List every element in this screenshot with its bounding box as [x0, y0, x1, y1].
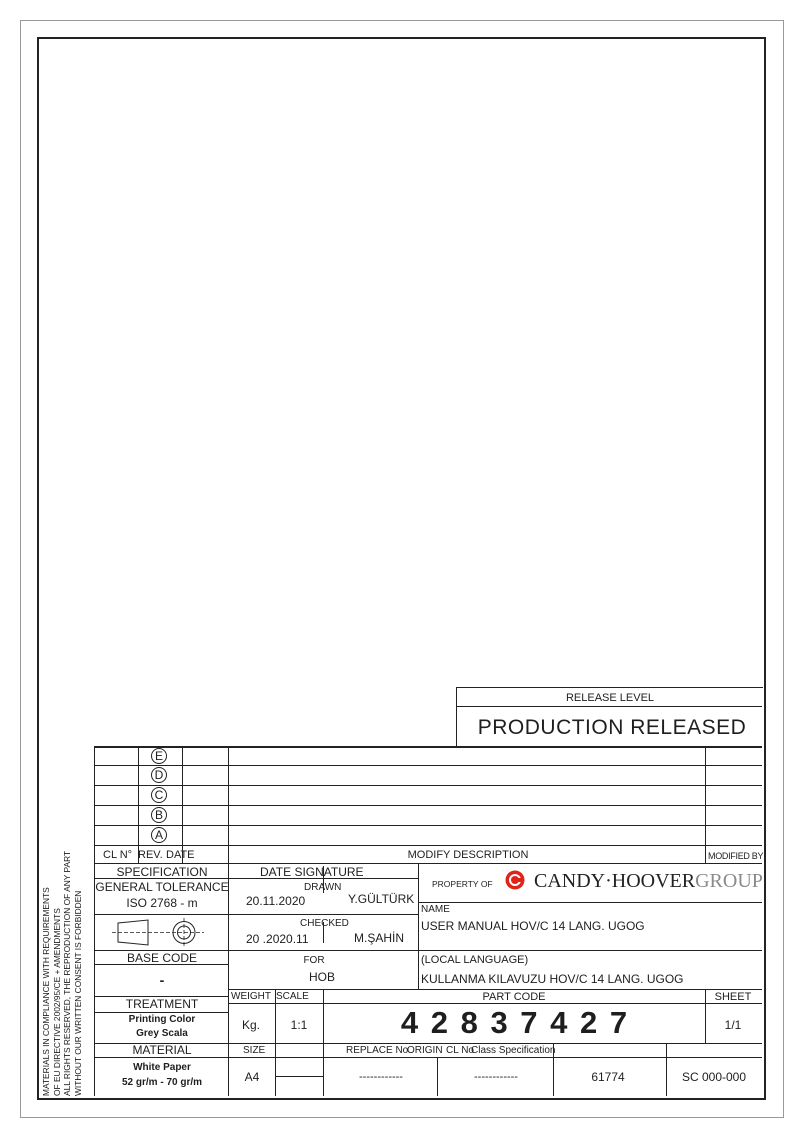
release-level-value: PRODUCTION RELEASED [477, 716, 747, 739]
specification-title: SPECIFICATION [116, 865, 208, 879]
side-note-line: OF EU DIRECTIVE 2002/95/CE + AMENDMENTS [51, 908, 62, 1096]
sheet-label: SHEET [714, 991, 752, 1003]
replace-no-value: ------------ [359, 1071, 403, 1083]
header-modified-by: MODIFIED BY [708, 851, 764, 861]
side-note-line: WITHOUT OUR WRITTEN CONSENT IS FORBIDDEN [72, 890, 83, 1096]
origin-value: ------------ [474, 1071, 518, 1083]
material-line1: White Paper [133, 1062, 191, 1073]
treatment-label: TREATMENT [125, 997, 199, 1011]
drawn-date: 20.11.2020 [246, 894, 306, 908]
brand-name-main: CANDY·HOOVER [534, 870, 696, 892]
for-value: HOB [308, 970, 336, 984]
candy-hoover-logo-icon [505, 870, 525, 890]
local-language-label: (LOCAL LANGUAGE) [421, 954, 529, 966]
header-modify-description: MODIFY DESCRIPTION [407, 849, 529, 861]
date-signature-title: DATE SIGNATURE [260, 865, 364, 879]
part-code-value: 4 2 8 3 7 4 2 7 [400, 1005, 630, 1040]
general-tolerance-label: GENERAL TOLERANCE [95, 880, 229, 894]
treatment-line1: Printing Color [128, 1014, 196, 1025]
checked-date: 20 .2020.11 [246, 932, 309, 946]
revision-letter-e: E [151, 748, 167, 764]
treatment-line2: Grey Scala [136, 1028, 188, 1039]
base-code-label: BASE CODE [126, 951, 198, 965]
checked-name: M.ŞAHİN [354, 931, 405, 945]
header-cl-no: CL N° [103, 849, 133, 861]
class-specification-value: SC 000-000 [681, 1070, 747, 1084]
base-code-value: - [159, 972, 165, 988]
header-rev: REV. [138, 849, 163, 861]
projection-symbol-icon [112, 917, 206, 948]
drawn-name: Y.GÜLTÜRK [348, 892, 415, 906]
brand-name [534, 870, 763, 892]
for-label: FOR [303, 955, 325, 966]
name-label: NAME [421, 904, 450, 915]
scale-value: 1:1 [290, 1018, 308, 1032]
origin-label: ORIGIN [407, 1045, 443, 1056]
release-level-label: RELEASE LEVEL [565, 692, 655, 704]
general-tolerance-value: ISO 2768 - m [126, 896, 198, 910]
weight-unit: Kg. [241, 1018, 261, 1032]
side-note-line: ALL RIGHTS RESERVED, THE REPRODUCTION OF ANY PART [62, 850, 72, 1096]
material-label: MATERIAL [132, 1043, 192, 1057]
document-name: USER MANUAL HOV/C 14 LANG. UGOG [421, 919, 645, 933]
drawn-label: DRAWN [304, 882, 342, 893]
scale-label: SCALE [276, 991, 309, 1002]
header-date: DATE [166, 849, 195, 861]
revision-letter-b: B [151, 807, 167, 823]
revision-letter-a: A [151, 827, 167, 843]
replace-no-label: REPLACE No [346, 1045, 409, 1056]
cl-no-label: CL No [446, 1045, 474, 1056]
sheet-value: 1/1 [724, 1018, 742, 1032]
side-note-line: MATERIALS IN COMPLIANCE WITH REQUIREMENTS [41, 887, 51, 1096]
size-label: SIZE [243, 1045, 266, 1056]
property-of-label: PROPERTY OF [432, 879, 493, 889]
revision-letter-c: C [151, 787, 167, 803]
checked-label: CHECKED [300, 918, 349, 929]
class-specification-label: Class Specification [471, 1045, 556, 1056]
size-value: A4 [244, 1070, 260, 1084]
revision-letter-d: D [151, 767, 167, 783]
brand-name-group: GROUP [695, 870, 763, 892]
cl-no-value: 61774 [591, 1070, 625, 1084]
local-document-name: KULLANMA KILAVUZU HOV/C 14 LANG. UGOG [421, 972, 684, 986]
part-code-label: PART CODE [482, 991, 546, 1003]
material-line2: 52 gr/m - 70 gr/m [121, 1077, 203, 1088]
side-compliance-note [41, 838, 83, 1096]
weight-label: WEIGHT [231, 991, 271, 1002]
